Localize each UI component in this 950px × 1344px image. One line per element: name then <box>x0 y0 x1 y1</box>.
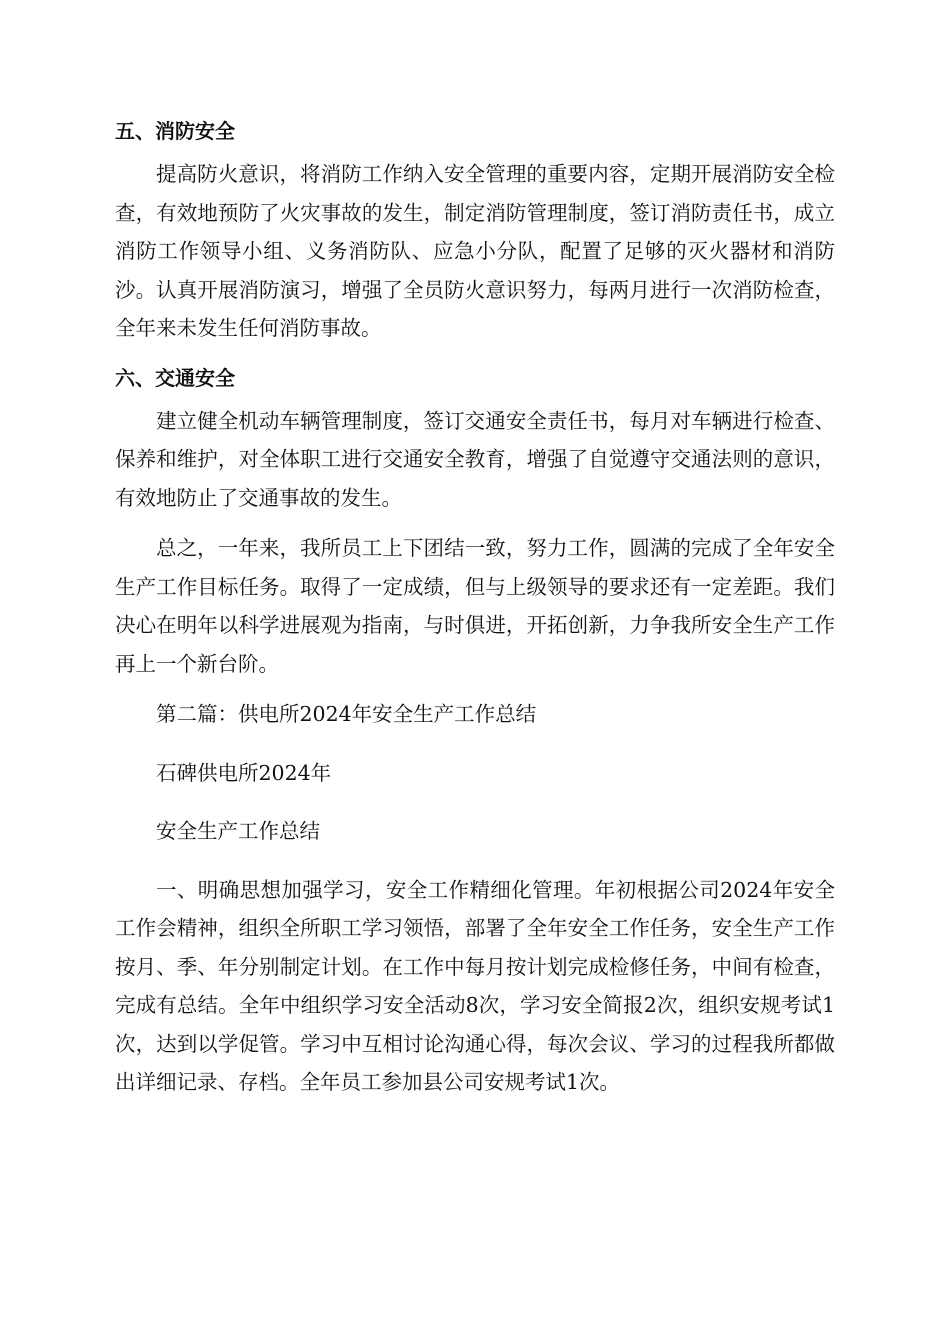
second-article-org-line: 石碑供电所2024年 <box>156 760 332 785</box>
document-page <box>115 110 835 1102</box>
paragraph-conclusion: 总之，一年来，我所员工上下团结一致，努力工作，圆满的完成了全年安全生产工作目标任务。取得了一定成绩，但与上级领导的要求还有一定差距。我们决心在明年以科学进展观为指南，与时俱进，开拓创新，力争我所安全生产工作再上一个新台阶。 <box>115 536 835 676</box>
paragraph-item-one: 一、明确思想加强学习，安全工作精细化管理。年初根据公司2024年安全工作会精神，组织全所职工学习领悟，部署了全年安全工作任务，安全生产工作按月、季、年分别制定计划。在工作中每月按计划完成检修任务，中间有检查，完成有总结。全年中组织学习安全活动8次，学习安全简报2次，组织安规考试1次，达到以学促管。学习中互相讨论沟通心得，每次会议、学习的过程我所都做出详细记录、存档。全年员工参加县公司安规考试1次。 <box>115 877 835 1094</box>
section-heading-traffic-safety: 六、交通安全 <box>115 365 235 390</box>
paragraph-traffic-safety: 建立健全机动车辆管理制度，签订交通安全责任书，每月对车辆进行检查、保养和维护，对全体职工进行交通安全教育，增强了自觉遵守交通法则的意识，有效地防止了交通事故的发生。 <box>115 408 835 510</box>
paragraph-fire-safety: 提高防火意识，将消防工作纳入安全管理的重要内容，定期开展消防安全检查，有效地预防了火灾事故的发生，制定消防管理制度，签订消防责任书，成立消防工作领导小组、义务消防队、应急小分队，配置了足够的灭火器材和消防沙。认真开展消防演习，增强了全员防火意识努力，每两月进行一次消防检查，全年来未发生任何消防事故。 <box>115 162 835 340</box>
section-heading-fire-safety: 五、消防安全 <box>115 119 235 143</box>
second-article-title: 第二篇：供电所2024年安全生产工作总结 <box>156 702 537 726</box>
second-article-subtitle: 安全生产工作总结 <box>156 819 320 843</box>
